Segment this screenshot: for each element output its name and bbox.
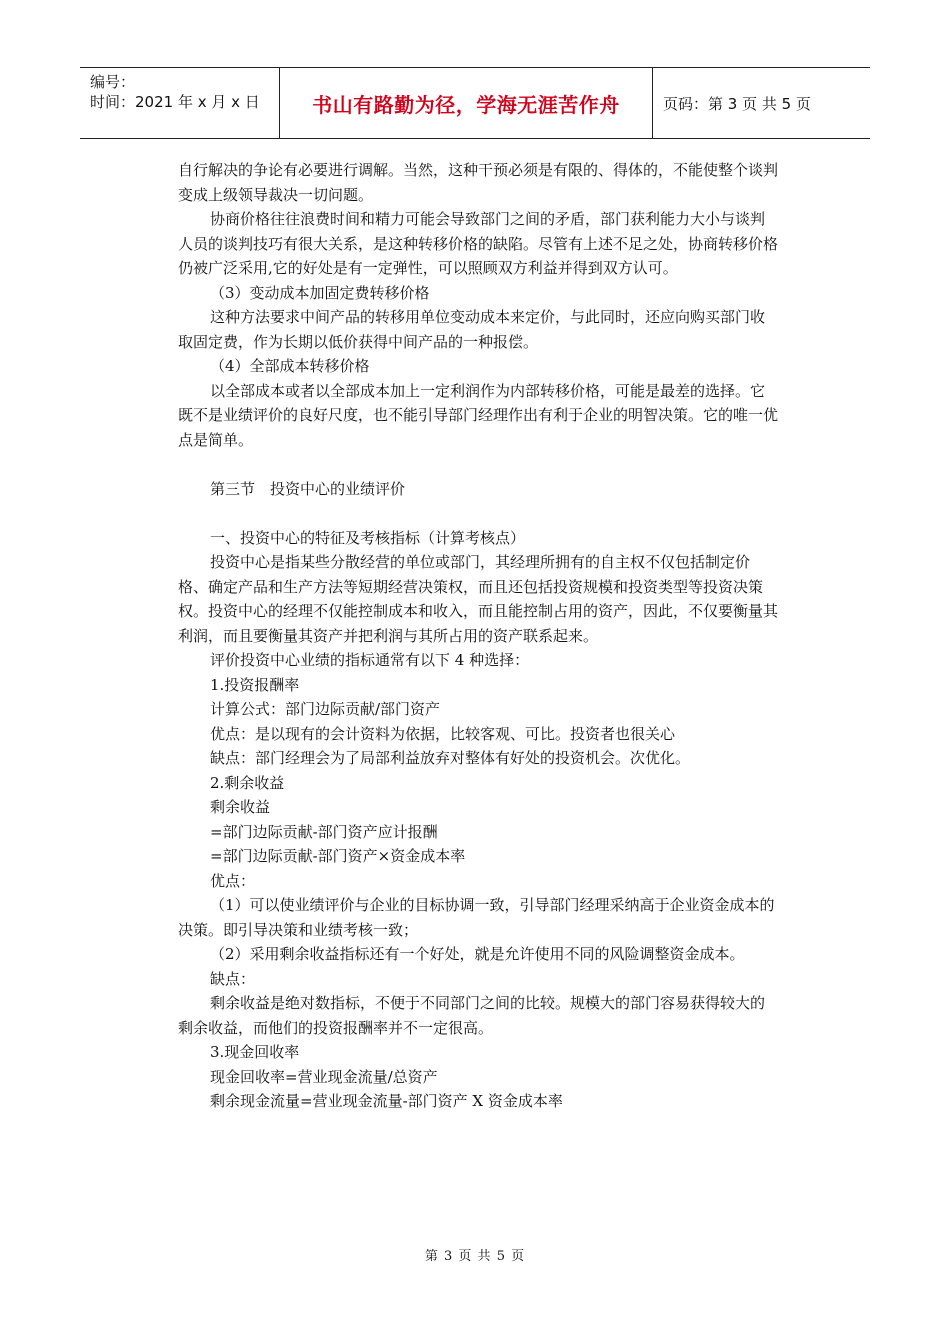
subheading: 一、投资中心的特征及考核指标（计算考核点）: [210, 528, 526, 547]
paragraph: 优点：: [210, 871, 256, 890]
document-number-label: 编号：: [90, 73, 136, 91]
paragraph: 评价投资中心业绩的指标通常有以下 4 种选择：: [210, 651, 530, 669]
subheading: （3）变动成本加固定费转移价格: [210, 283, 430, 302]
paragraph: 以全部成本或者以全部成本加上一定利润作为内部转移价格，可能是最差的选择。它既不是业绩评价的良好尺度，也不能引导部门经理作出有利于企业的明智决策。它的唯一优点是简单。: [178, 381, 779, 449]
header-page-number: 页码：第 3 页 共 5 页: [663, 94, 811, 113]
paragraph: 这种方法要求中间产品的转移用单位变动成本来定价，与此同时，还应向购买部门收取固定费，作为长期以低价获得中间产品的一种报偿。: [178, 308, 766, 351]
formula-line: 剩余收益: [210, 798, 271, 816]
paragraph: 缺点：部门经理会为了局部利益放弃对整体有好处的投资机会。次优化。: [210, 749, 691, 767]
page-header: [80, 67, 870, 139]
paragraph: 优点：是以现有的会计资料为依据，比较客观、可比。投资者也很关心: [210, 724, 676, 743]
document-time-label: 时间：2021 年 x 月 x 日: [90, 93, 260, 111]
paragraph: 投资中心是指某些分散经营的单位或部门，其经理所拥有的自主权不仅包括制定价格、确定产品和生产方法等短期经营决策权，而且还包括投资规模和投资类型等投资决策权。投资中心的经理不仅能控制成本和收入，而且能控制占用的资产，因此，不仅要衡量其利润，而且要衡量其资产并把利润与其所占用的资产联系起来。: [178, 553, 779, 645]
page-footer: 第 3 页 共 5 页: [424, 1249, 526, 1264]
paragraph: （2）采用剩余收益指标还有一个好处，就是允许使用不同的风险调整资金成本。: [210, 945, 745, 963]
paragraph: 剩余收益是绝对数指标，不便于不同部门之间的比较。规模大的部门容易获得较大的剩余收益，而他们的投资报酬率并不一定很高。: [178, 994, 766, 1037]
paragraph: 协商价格往往浪费时间和精力可能会导致部门之间的矛盾，部门获利能力大小与谈判人员的谈判技巧有很大关系，是这种转移价格的缺陷。尽管有上述不足之处，协商转移价格仍被广泛采用,它的好处是有一定弹性，可以照顾双方利益并得到双方认可。: [178, 210, 779, 277]
paragraph: （1）可以使业绩评价与企业的目标协调一致，引导部门经理采纳高于企业资金成本的决策。即引导决策和业绩考核一致；: [178, 896, 775, 939]
subheading: 2.剩余收益: [210, 773, 285, 792]
formula-line: =部门边际贡献-部门资产×资金成本率: [210, 847, 466, 865]
subheading: 3.现金回收率: [210, 1043, 300, 1061]
paragraph: 缺点：: [210, 969, 256, 988]
header-left: [80, 68, 280, 138]
formula-line: 剩余现金流量=营业现金流量-部门资产 X 资金成本率: [210, 1092, 563, 1110]
formula-line: =部门边际贡献-部门资产应计报酬: [210, 822, 438, 841]
subheading: （4）全部成本转移价格: [210, 357, 370, 375]
header-motto: 书山有路勤为径，学海无涯苦作舟: [280, 68, 653, 138]
paragraph: 自行解决的争论有必要进行调解。当然，这种干预必须是有限的、得体的，不能使整个谈判变成上级领导裁决一切问题。: [178, 161, 779, 204]
subheading: 1.投资报酬率: [210, 675, 300, 694]
formula-line: 计算公式：部门边际贡献/部门资产: [210, 700, 441, 718]
document-body: [178, 158, 778, 1114]
formula-line: 现金回收率=营业现金流量/总资产: [210, 1067, 438, 1086]
section-heading: 第三节 投资中心的业绩评价: [210, 479, 406, 498]
